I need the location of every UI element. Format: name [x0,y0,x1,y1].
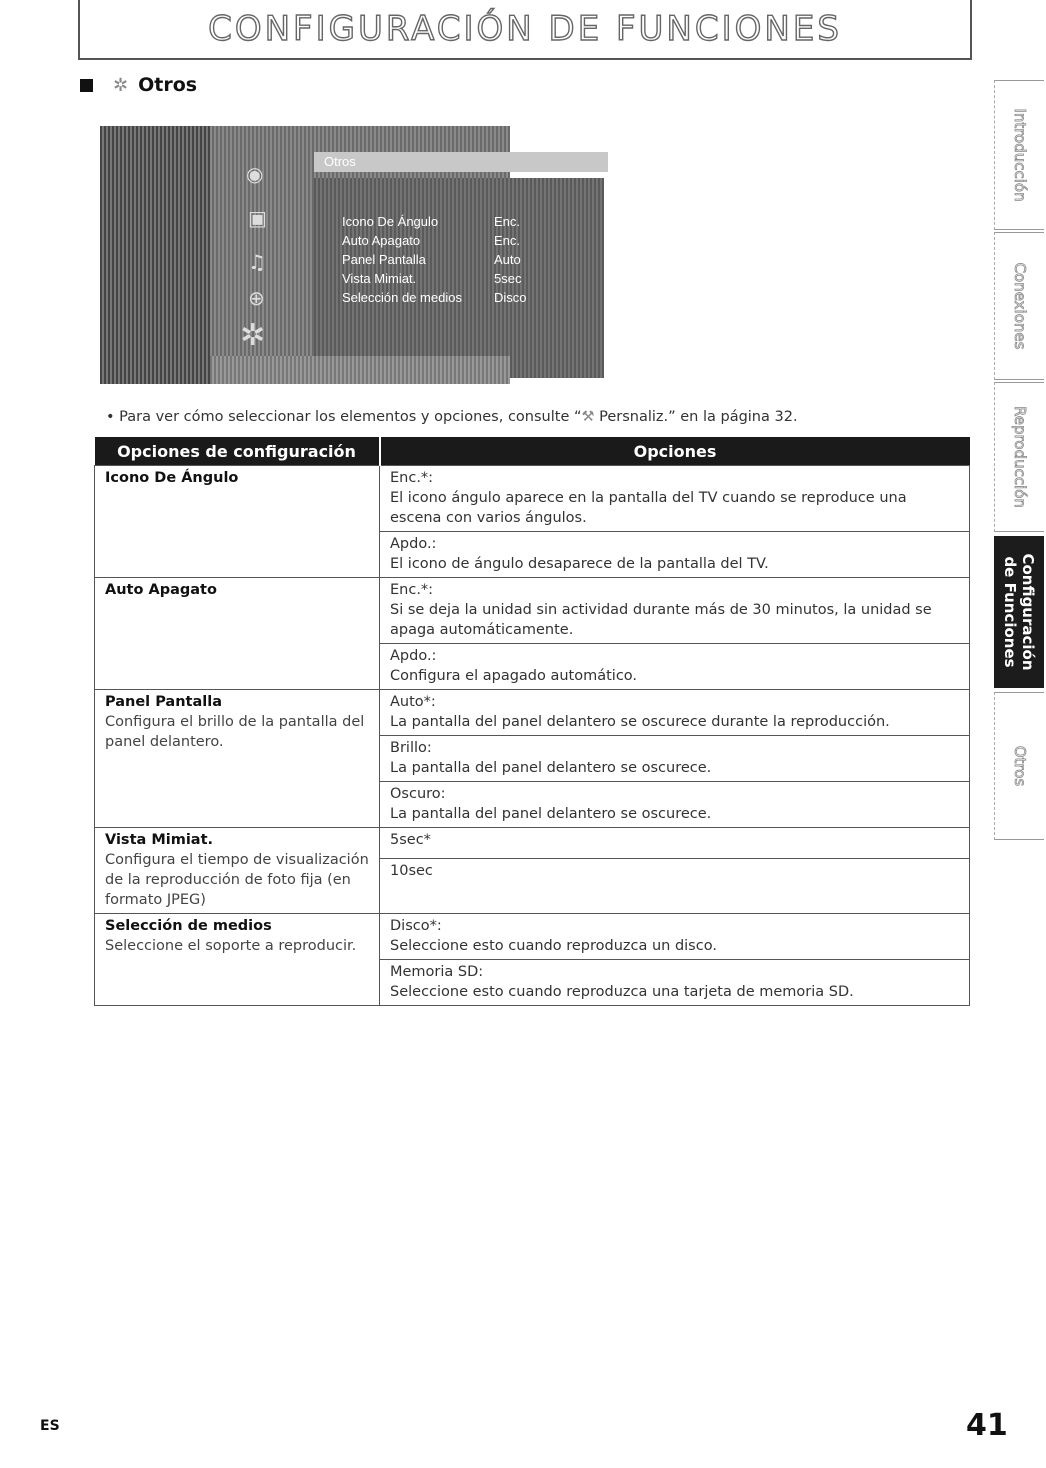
square-bullet-icon [80,79,93,92]
setting-cell [95,466,380,578]
note-text-after: Persnaliz.” en la página 32. [594,409,798,425]
option-cell [380,532,970,578]
side-tab-configuracion[interactable]: Configuración de Funciones [994,536,1044,688]
option-description: Si se deja la unidad sin actividad durante más de 30 minutos, la unidad se apaga automáticamente. [390,602,932,638]
section-label: Otros [138,74,198,96]
page-title: CONFIGURACIÓN DE FUNCIONES [208,9,842,49]
lock-icon: ⊕ [248,286,265,310]
side-tab-conexiones[interactable]: Conexiones [994,232,1044,380]
screen-menu-title: Otros [314,152,608,172]
option-cell [380,914,970,960]
note-bullet: • [106,409,115,425]
options-table [94,437,970,1006]
reference-note [106,409,798,425]
page-number: 41 [966,1408,1008,1443]
setting-label: Auto Apagato [105,582,217,598]
gear-icon: ✲ [113,74,129,96]
gear-icon: ✲ [240,318,266,353]
setting-label: Selección de medios [105,918,272,934]
option-cell [380,782,970,828]
setting-cell [95,578,380,690]
option-cell [380,858,970,913]
screen-left-strip [100,126,210,384]
option-description: Seleccione esto cuando reproduzca una tarjeta de memoria SD. [390,984,854,1000]
speaker-icon: ♫ [248,250,266,274]
table-row [95,466,970,532]
note-text-before: Para ver cómo seleccionar los elementos y opciones, consulte “ [119,409,582,425]
setting-cell [95,828,380,914]
option-name: Disco*: [390,918,442,934]
table-row [95,578,970,644]
option-name: Enc.*: [390,582,434,598]
option-description: La pantalla del panel delantero se oscurece. [390,806,712,822]
setting-label: Vista Mimiat. [105,832,214,848]
screen-menu-item: Auto Apagato Enc. [342,233,521,248]
option-name: 5sec* [390,832,431,848]
setting-cell [95,914,380,1006]
option-name: Brillo: [390,740,432,756]
option-cell [380,578,970,644]
side-tab-otros[interactable]: Otros [994,692,1044,840]
option-cell [380,466,970,532]
option-description: La pantalla del panel delantero se oscurece durante la reproducción. [390,714,890,730]
option-name: Apdo.: [390,648,437,664]
monitor-icon: ▣ [248,206,267,230]
screen-menu-item: Icono De Ángulo Enc. [342,214,521,229]
option-name: Oscuro: [390,786,446,802]
table-header-settings: Opciones de configuración [95,437,380,466]
tv-menu-screenshot [100,126,527,384]
table-header-options: Opciones [380,437,970,466]
side-tab-reproduccion[interactable]: Reproducción [994,382,1044,532]
option-cell [380,644,970,690]
table-row [95,914,970,960]
setting-label: Panel Pantalla [105,694,222,710]
section-heading [80,74,197,96]
option-name: Enc.*: [390,470,434,486]
screen-menu-item: Selección de medios Disco [342,290,527,305]
option-description: La pantalla del panel delantero se oscurece. [390,760,712,776]
option-description: Configura el apagado automático. [390,668,638,684]
option-description: El icono de ángulo desaparece de la pantalla del TV. [390,556,769,572]
setting-description: Configura el tiempo de visualización de la reproducción de foto fija (en formato JPEG) [105,852,369,908]
page-header [78,0,972,60]
side-tab-introduccion[interactable]: Introducción [994,80,1044,230]
footer-language: ES [40,1418,60,1434]
setting-cell [95,690,380,828]
option-cell [380,736,970,782]
option-name: Memoria SD: [390,964,484,980]
option-cell [380,828,970,859]
setting-description: Seleccione el soporte a reproducir. [105,938,357,954]
option-description: El icono ángulo aparece en la pantalla del TV cuando se reproduce una escena con varios ángulos. [390,490,907,526]
option-name: 10sec [390,862,433,879]
option-cell [380,960,970,1006]
option-description: Seleccione esto cuando reproduzca un disco. [390,938,717,954]
screen-menu-item: Panel Pantalla Auto [342,252,521,267]
table-row [95,690,970,736]
setting-label: Icono De Ángulo [105,470,239,486]
screen-bottom-strip [210,356,510,384]
option-name: Apdo.: [390,536,437,552]
table-row [95,828,970,859]
screen-menu-item: Vista Mimiat. 5sec [342,271,522,286]
option-name: Auto*: [390,694,436,710]
disc-icon: ◉ [246,162,264,186]
setting-description: Configura el brillo de la pantalla del panel delantero. [105,714,365,750]
option-cell [380,690,970,736]
tools-icon: ⚒ [581,409,595,425]
